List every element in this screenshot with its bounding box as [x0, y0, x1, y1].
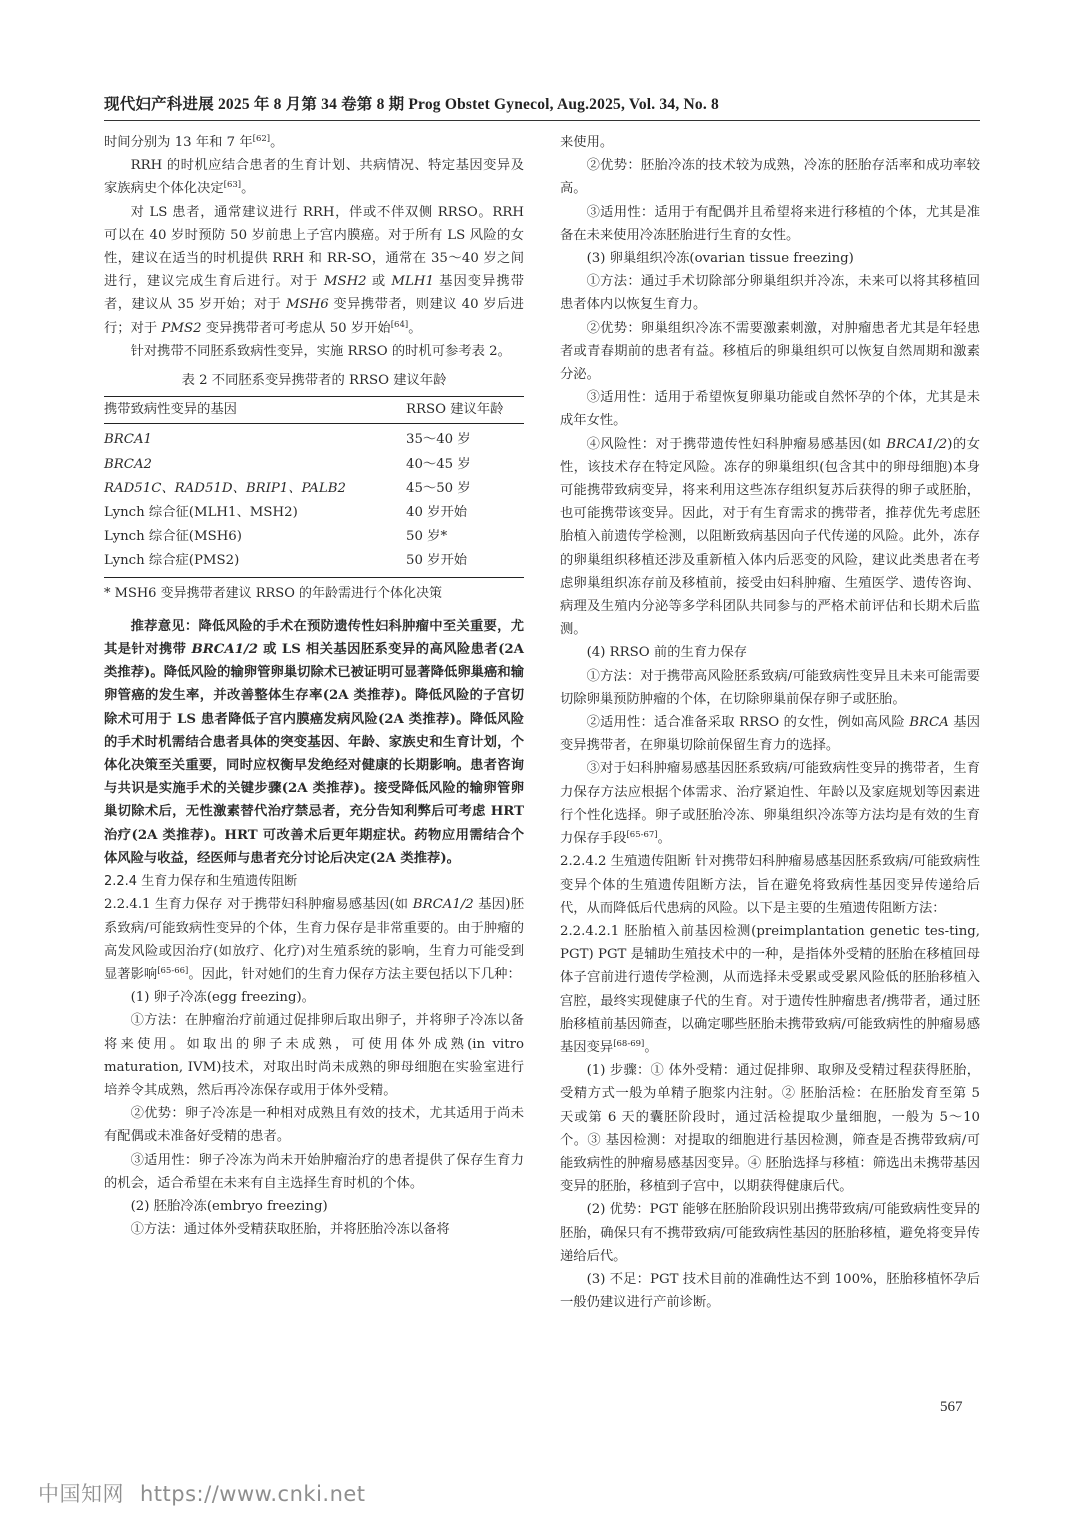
subheading: (4) RRSO 前的生育力保存	[586, 645, 747, 661]
paragraph: ②优势：胚胎冷冻的技术较为成熟，冷冻的胚胎存活率和成功率较高。	[560, 158, 980, 197]
paragraph: ④风险性：对于携带遗传性妇科肿瘤易感基因(如 BRCA1/2)的女性，该技术存在特定风险。冻存的卵巢组织(包含其中的卵母细胞)本身可能携带致病变异，将来利用这些冻存组织复苏后获得的卵子或胚胎，也可能携带该变异。因此，对于有生育需求的携带者，推荐优先考虑胚胎植入前遗传学检测，以阻断致病基因向子代传递的风险。此外，冻存的卵巢组织移植还涉及重新植入体内后恶变的风险，建议此类患者在考虑卵巢组织冻存前及移植前，接受由妇科肿瘤、生殖医学、遗传咨询、病理及生殖内分泌等多学科团队共同参与的严格术前评估和长期术后监测。	[560, 436, 980, 638]
paragraph: 来使用。	[560, 135, 614, 150]
table-footnote: * MSH6 变异携带者建议 RRSO 的年龄需进行个体化决策	[104, 585, 442, 601]
table-header: RRSO 建议年龄	[406, 397, 524, 424]
citation[interactable]: [62]	[252, 134, 271, 144]
table-row: RAD51C、RAD51D、BRIP1、PALB2 45～50 岁	[104, 480, 471, 496]
paragraph: ①方法：通过体外受精获取胚胎，并将胚胎冷冻以备将	[130, 1222, 450, 1238]
page-number: 567	[940, 1399, 963, 1415]
paragraph: ②优势：卵巢组织冷冻不需要激素刺激，对肿瘤患者尤其是年轻患者或青春期前的患者有益。移植后的卵巢组织可以恢复自然周期和激素分泌。	[560, 320, 980, 383]
subheading: (3) 卵巢组织冷冻(ovarian tissue freezing)	[586, 251, 854, 267]
rrso-age-table	[104, 396, 524, 577]
table-title: 表 2 不同胚系变异携带者的 RRSO 建议年龄	[181, 373, 447, 389]
paragraph: ②优势：卵子冷冻是一种相对成熟且有效的技术，尤其适用于尚未有配偶或未准备好受精的患者。	[104, 1106, 524, 1145]
table-row: Lynch 综合症(PMS2) 50 岁开始	[104, 549, 524, 577]
table-row: Lynch 综合征(MLH1、MSH2) 40 岁开始	[104, 505, 468, 521]
paragraph: 2.2.4.2 生殖遗传阻断 针对携带妇科肿瘤易感基因胚系致病/可能致病性变异个体的生殖遗传阻断方法，旨在避免将致病性基因变异传递给后代，从而降低后代患病的风险。以下是主要的生殖遗传阻断方法：	[560, 854, 980, 916]
paragraph: ①方法：通过手术切除部分卵巢组织并冷冻，未来可以将其移植回患者体内以恢复生育力。	[560, 274, 980, 313]
paragraph: 针对携带不同胚系致病性变异，实施 RRSO 的时机可参考表 2。	[130, 343, 511, 359]
paragraph: ①方法：在肿瘤治疗前通过促排卵后取出卵子，并将卵子冷冻以备将来使用。如取出的卵子未成熟，可使用体外成熟(in vitro maturation, IVM)技术，对取出时尚未成熟的卵母细胞在实验室进行培养令其成熟，然后再冷冻保存或用于体外受精。	[104, 1013, 524, 1098]
cnki-brand: 中国知网	[38, 1482, 124, 1506]
header-rule	[104, 120, 980, 121]
paragraph: ③对于妇科肿瘤易感基因胚系致病/可能致病性变异的携带者，生育力保存方法应根据个体需求、治疗紧迫性、年龄以及家庭规划等因素进行个性化选择。卵子或胚胎冷冻、卵巢组织冷冻等方法均是有效的生育力保存手段[65-67]。	[560, 761, 980, 847]
paragraph: 时间分别为 13 年和 7 年[62]。	[104, 134, 284, 150]
cnki-url[interactable]: https://www.cnki.net	[140, 1482, 366, 1506]
table-row: BRCA1 35～40 岁	[104, 432, 471, 448]
paragraph: ②适用性：适合准备采取 RRSO 的女性，例如高风险 BRCA 基因变异携带者，在卵巢切除前保留生育力的选择。	[560, 715, 980, 754]
paragraph: (3) 不足：PGT 技术目前的准确性达不到 100%，胚胎移植怀孕后一般仍建议进行产前诊断。	[560, 1271, 980, 1311]
cnki-watermark	[38, 1478, 366, 1508]
table-row: BRCA2 40～45 岁	[104, 456, 471, 472]
left-column	[104, 131, 524, 1241]
paragraph: (2) 优势：PGT 能够在胚胎阶段识别出携带致病/可能致病性变异的胚胎，确保只有不携带致病/可能致病性基因的胚胎移植，避免将变异传递给后代。	[560, 1202, 980, 1264]
section-heading: 2.2.4 生育力保存和生殖遗传阻断	[104, 874, 298, 890]
paragraph: ③适用性：适用于希望恢复卵巢功能或自然怀孕的个体，尤其是未成年女性。	[560, 390, 980, 429]
citation[interactable]: [64]	[390, 319, 409, 330]
recommendation: 推荐意见：降低风险的手术在预防遗传性妇科肿瘤中至关重要，尤其是针对携带 BRCA1/2 或 LS 相关基因胚系变异的高风险患者(2A 类推荐)。降低风险的输卵管卵巢切除术已被证明可显著降低卵巢癌和输卵管癌的发生率，并改善整体生存率(2A 类推荐)。降低风险的子宫切除术可用于 LS 患者降低子宫内膜癌发病风险(2A 类推荐)。降低风险的手术时机需结合患者具体的突变基因、年龄、家族史和生育计划，个体化决策至关重要，同时应权衡早发绝经对健康的长期影响。患者咨询与共识是实施手术的关键步骤(2A 类推荐)。接受降低风险的输卵管卵巢切除术后，无性激素替代治疗禁忌者，充分告知利弊后可考虑 HRT 治疗(2A 类推荐)。HRT 可改善术后更年期症状。药物应用需结合个体风险与收益，经医师与患者充分讨论后决定(2A 类推荐)。	[104, 618, 524, 866]
subheading: (2) 胚胎冷冻(embryo freezing)	[130, 1198, 328, 1214]
subheading: (1) 卵子冷冻(egg freezing)。	[130, 990, 315, 1006]
paragraph: ③适用性：卵子冷冻为尚未开始肿瘤治疗的患者提供了保存生育力的机会，适合希望在未来有自主选择生育时机的个体。	[104, 1152, 524, 1191]
citation[interactable]: [65-66]	[157, 965, 189, 976]
paragraph: 2.2.4.1 生育力保存 对于携带妇科肿瘤易感基因(如 BRCA1/2 基因)胚系致病/可能致病性变异的个体，生育力保存是非常重要的。由于肿瘤的高发风险或因治疗(如放疗、化疗)对生殖系统的影响，生育力可能受到显著影响[65-66]。因此，针对她们的生育力保存方法主要包括以下几种：	[104, 897, 524, 982]
right-column	[560, 131, 980, 1314]
running-head: 现代妇产科进展 2025 年 8 月第 34 卷第 8 期 Prog Obstet Gynecol, Aug.2025, Vol. 34, No. 8	[104, 96, 719, 113]
citation[interactable]: [65-67]	[626, 830, 658, 841]
paragraph: ③适用性：适用于有配偶并且希望将来进行移植的个体，尤其是准备在未来使用冷冻胚胎进行生育的女性。	[560, 204, 980, 243]
paragraph: 2.2.4.2.1 胚胎植入前基因检测(preimplantation genetic tes-ting, PGT) PGT 是辅助生殖技术中的一种，是指体外受精的胚胎在移植回母体子宫前进行遗传学检测，从而选择未受累或受累风险低的胚胎移植入宫腔，最终实现健康子代的生育。对于遗传性肿瘤患者/携带者，通过胚胎移植前基因筛查，以确定哪些胚胎未携带致病/可能致病性的肿瘤易感基因变异[68-69]。	[560, 923, 980, 1055]
paragraph: ①方法：对于携带高风险胚系致病/可能致病性变异且未来可能需要切除卵巢预防肿瘤的个体，在切除卵巢前保存卵子或胚胎。	[560, 668, 980, 707]
paragraph: (1) 步骤：① 体外受精：通过促排卵、取卵及受精过程获得胚胎，受精方式一般为单精子胞浆内注射。② 胚胎活检：在胚胎发育至第 5 天或第 6 天的囊胚阶段时，通过活检提取少量细胞，一般为 5～10 个。③ 基因检测：对提取的细胞进行基因检测，筛查是否携带致病/可能致病性的肿瘤易感基因变异。④ 胚胎选择与移植：筛选出未携带基因变异的胚胎，移植到子宫中，以期获得健康后代。	[560, 1063, 980, 1195]
paragraph: 对 LS 患者，通常建议进行 RRH，伴或不伴双侧 RRSO。RRH 可以在 40 岁时预防 50 岁前患上子宫内膜癌。对于所有 LS 风险的女性，建议在适当的时机提供 RRH 和 RR-SO，通常在 35～40 岁之间进行，建议完成生育后进行。对于 MSH2 或 MLH1 基因变异携带者，建议从 35 岁开始；对于 MSH6 变异携带者，则建议 40 岁后进行；对于 PMS2 变异携带者可考虑从 50 岁开始[64]。	[104, 204, 524, 336]
table-row: Lynch 综合征(MSH6) 50 岁*	[104, 529, 448, 545]
table-header: 携带致病性变异的基因	[104, 397, 406, 424]
citation[interactable]: [63]	[223, 180, 242, 191]
citation[interactable]: [68-69]	[613, 1038, 645, 1049]
paragraph: RRH 的时机应结合患者的生育计划、共病情况、特定基因变异及家族病史个体化决定[63]。	[104, 158, 524, 197]
